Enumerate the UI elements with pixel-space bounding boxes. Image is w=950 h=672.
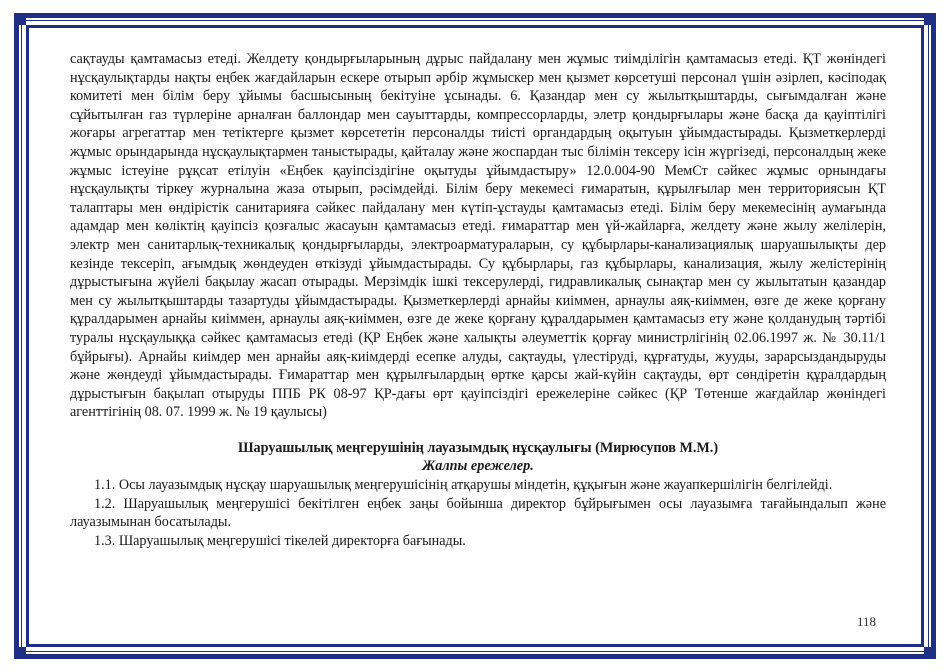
frame-corner-bottom-left xyxy=(14,647,26,659)
list-item: 1.2. Шаруашылық меңгерушісі бекітілген еңбек заңы бойынша директор бұйрығымен осы лауазымға тағайындалып және лауазымынан босатылады. xyxy=(70,495,886,531)
page-number: 118 xyxy=(856,614,876,629)
frame-corner-bottom-right xyxy=(924,647,936,659)
document-content xyxy=(70,50,886,550)
section-subtitle: Жалпы ережелер. xyxy=(422,458,534,475)
body-paragraph: сақтауды қамтамасыз етеді. Желдету қондырғыларының дұрыс пайдалану мен жұмыс тиімділігін қамтамасыз етеді. ҚТ жөніндегі нұсқаулықтарды нақты еңбек жағдайларын ескере отырып әрбір жұмыскер мен қызмет көрсетуші персонал үшін әзірлеп, кәсіподақ комитеті мен білім беру ұйымы басшысының бекітуіне ұсынады. 6. Қазандар мен су жылытқыштарды, сығымдалған және сұйытылған газ түрлеріне арналған баллондар мен сауыттарды, компрессорларды, элетр қондырғылары және басқа да қауіптілігі жоғары агрегаттар мен тетіктерге қызмет көрсететін персоналды тиісті оргaндардың оқытуын ұйымдастырады. Қызметкерлерді жұмыс орындарында нұсқаулықтармен таныстырады, қайталау және жоспардан тыс білімін тексеру ісін жүргізеді, персоналдың жеке жұмыс істеуіне рұқсат етілуін «Еңбек қауіпсіздігіне оқытуды ұйымдастыру» 12.0.004-90 МемСт сәйкес жұмыс орнындағы нұсқаулықты тіркеу журналына жаза отырып, рәсімдейді. Білім беру мекемесі ғимаратын, құрылғылар мен территориясын ҚТ талаптары мен өндірістік санитарияға сәйкес пайдалану мен күтіп-ұстауды қамтамасыз етеді. Білім беру мекемесінің аумағында адамдар мен көліктің қауіпсіз қозғалыс жасауын қамтамасыз етеді. ғимараттар мен үй-жайларға, желдету және жылу желілерін, электр мен санитарлық-техникалық қондырғыларды, электроарматураларын, су құбырлары-канализациялық шаруашылықты дер кезінде тексеріп, ағымдық жөндеуден өткізуді ұйымдастырады. Су құбырлары, газ құбырлары, канализация, жылу желістерінің дұрыстығына жүйелі бақылау жасап отырады. Мерзімдік ішкі тексерулерді, гидравликалық сынақтар мен су жылытатын қазандар мен су жылытқыштарды тазартуды ұйымдастырады. Қызметкерлерді арнайы киіммен, арнаулы аяқ-киіммен, өзге де жеке қорғану құралдарымен арнайы киіммен, арнаулы аяқ-киіммен, өзге де жеке қорғану құралдарымен қамтамасыз ету және қолданудың тәртібі туралы нұсқаулыққа сәйкес қамтамасыз етеді (ҚР Еңбек және халықты әлеуметтік қорғау министрлігінің 02.06.1997 ж. № 30.11/1 бұйрығы). Арнайы киімдер мен арнайы аяқ-киімдерді есепке алуды, сақтауды, үлестіруді, құрғатуды, жууды, зарарсыздандыруды және жөндеуді ұйымдастырады. Ғимараттар мен құрылғылардың өртке қарсы жай-күйін сақтауды, өрт сөндіретін құралдардың дұрыстығын бақылап отыруды ППБ РК 08-97 ҚР-дағы өрт қауіпсіздігі ережелеріне сәйкес (ҚР Төтенше жағдайлар жөніндегі агенттігінің 08. 07. 1999 ж. № 19 қаулысы) xyxy=(70,51,886,421)
section-title: Шаруашылық меңгерушінің лауазымдық нұсқаулығы (Мирюсупов М.М.) xyxy=(237,439,719,456)
list-item: 1.3. Шаруашылық меңгерушісі тікелей директорға бағынады. xyxy=(94,532,466,549)
frame-corner-top-left xyxy=(14,13,26,25)
frame-corner-top-right xyxy=(924,13,936,25)
list-item: 1.1. Осы лауазымдық нұсқау шаруашылық меңгерушісінің атқарушы міндетін, құқығын және жауапкершілігін белгілейді. xyxy=(94,477,833,494)
